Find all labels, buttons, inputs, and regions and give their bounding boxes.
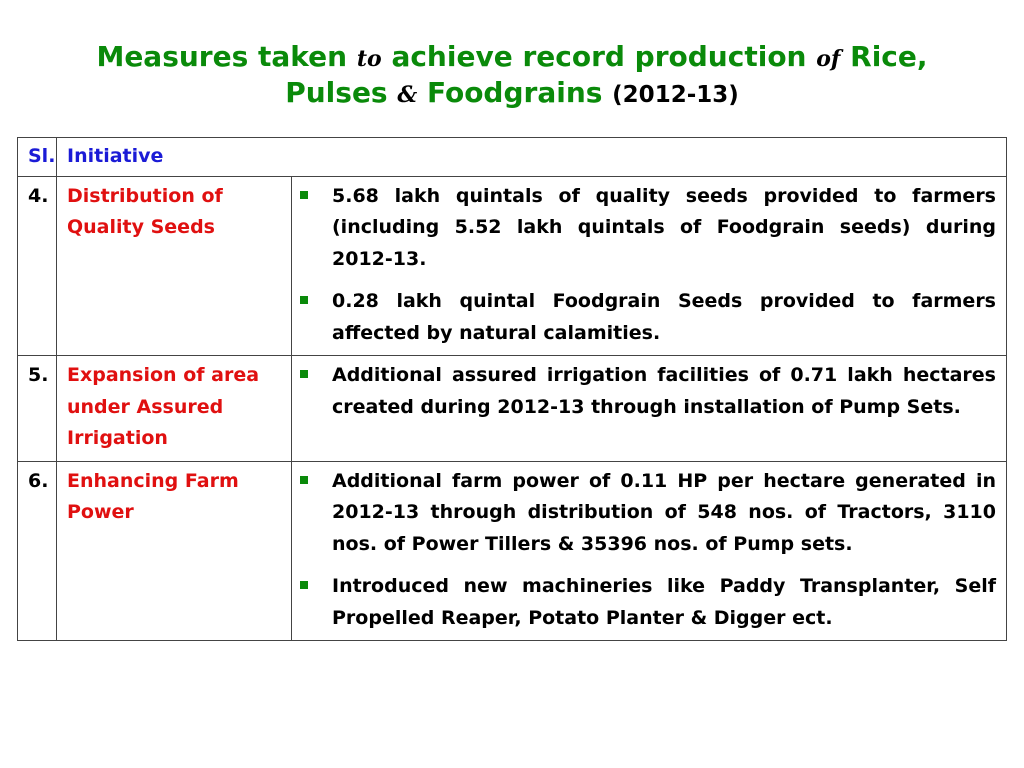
bullet-icon: [300, 476, 312, 484]
title-connector-and: &: [397, 82, 418, 108]
bullet-text: 5.68 lakh quintals of quality seeds provided to farmers (including 5.52 lakh quintals of Foodgrain seeds) during 2012-13.: [332, 184, 996, 270]
row-serial: 4.: [18, 176, 57, 356]
initiatives-table: [17, 137, 1007, 641]
table-header-row: [18, 138, 1007, 177]
list-item: [300, 286, 996, 349]
bullet-icon: [300, 191, 312, 199]
title-part-1: Measures taken: [96, 40, 348, 73]
title-part-5: Foodgrains: [426, 76, 603, 109]
title-part-4: Pulses: [285, 76, 388, 109]
table-row: [18, 461, 1007, 641]
table-row: [18, 176, 1007, 356]
bullet-text: 0.28 lakh quintal Foodgrain Seeds provided to farmers affected by natural calamities.: [332, 290, 996, 344]
bullet-text: Additional farm power of 0.11 HP per hectare generated in 2012-13 through distribution of 548 nos. of Tractors, 3110 nos. of Power Tillers & 35396 nos. of Pump sets.: [332, 469, 996, 555]
header-sl: Sl.: [18, 138, 57, 177]
bullet-text: Additional assured irrigation facilities of 0.71 lakh hectares created during 2012-13 through installation of Pump Sets.: [332, 364, 996, 418]
row-details: [292, 461, 1007, 641]
list-item: [300, 181, 996, 276]
bullet-icon: [300, 370, 312, 378]
list-item: [300, 360, 996, 423]
row-initiative: Enhancing Farm Power: [57, 461, 292, 641]
bullet-icon: [300, 296, 312, 304]
title-connector-to: to: [356, 46, 382, 72]
title-part-3: Rice,: [850, 40, 928, 73]
row-serial: 5.: [18, 356, 57, 462]
row-details: [292, 176, 1007, 356]
header-initiative: Initiative: [57, 138, 1007, 177]
row-initiative: Distribution of Quality Seeds: [57, 176, 292, 356]
row-serial: 6.: [18, 461, 57, 641]
title-year: (2012-13): [612, 82, 739, 108]
row-details: [292, 356, 1007, 462]
list-item: [300, 571, 996, 634]
list-item: [300, 466, 996, 561]
title-connector-of: of: [816, 46, 841, 72]
slide-title: [0, 40, 1024, 112]
bullet-text: Introduced new machineries like Paddy Transplanter, Self Propelled Reaper, Potato Planter & Digger ect.: [332, 575, 996, 629]
bullet-icon: [300, 581, 312, 589]
table-row: [18, 356, 1007, 462]
title-part-2: achieve record production: [391, 40, 807, 73]
row-initiative: Expansion of area under Assured Irrigation: [57, 356, 292, 462]
